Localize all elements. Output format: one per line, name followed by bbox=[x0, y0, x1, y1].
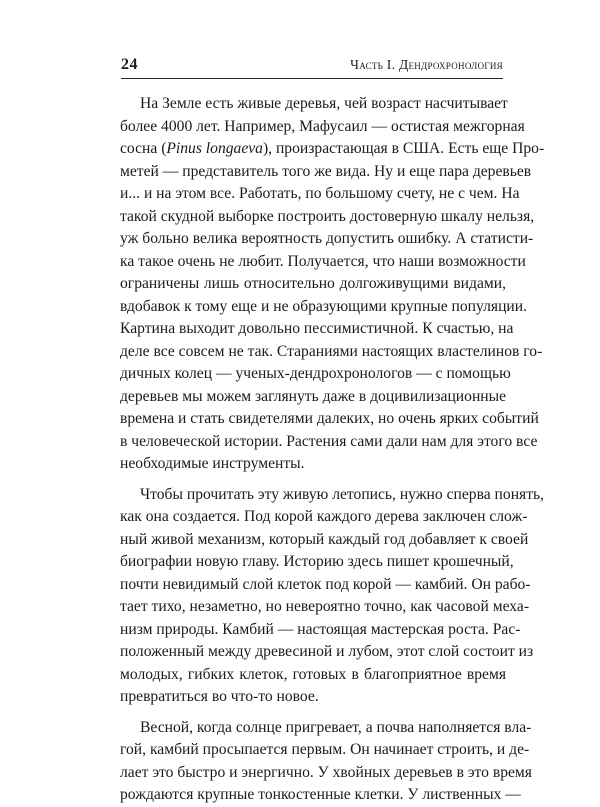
text-segment: лает это быстро и энергично. У хвойных деревьев в это время bbox=[120, 763, 532, 781]
text-segment: необходимые инструменты. bbox=[120, 455, 305, 472]
text-line bbox=[120, 296, 528, 319]
text-segment: низм природы. Камбий — настоящая мастерская роста. Рас- bbox=[120, 620, 521, 638]
text-segment: такой скудной выборке построить достоверную шкалу нельзя, bbox=[120, 207, 535, 225]
text-segment: ка такое очень не любит. Получается, что наши возможности bbox=[120, 252, 526, 270]
text-line bbox=[120, 363, 511, 386]
text-line bbox=[120, 318, 514, 341]
text-line bbox=[120, 784, 521, 807]
text-segment: в человеческой истории. Растения сами дали нам для этого все bbox=[120, 432, 538, 450]
text-segment: На Земле есть живые деревья, чей возраст насчитывает bbox=[140, 95, 508, 112]
text-line bbox=[120, 717, 532, 740]
text-segment: Картина выходит довольно пессимистичной. К счастью, на bbox=[120, 320, 514, 337]
text-segment: более 4000 лет. Например, Мафусаил — остистая межгорная bbox=[120, 117, 525, 135]
text-line bbox=[120, 641, 534, 664]
text-line bbox=[120, 762, 532, 785]
text-line bbox=[120, 739, 530, 762]
text-segment: Весной, когда солнце пригревает, а почва наполняется вла- bbox=[140, 718, 532, 736]
text-segment: как она создается. Под корой каждого дерева заключен слож- bbox=[120, 508, 528, 525]
text-line bbox=[120, 664, 506, 687]
text-segment: ный живой механизм, который каждый год добавляет к своей bbox=[120, 530, 529, 548]
text-segment: молодых, гибких клеток, готовых в благоприятное время bbox=[120, 665, 506, 683]
text-line bbox=[120, 116, 525, 139]
text-segment: метей — представитель того же вида. Ну и еще пара деревьев bbox=[120, 162, 532, 180]
text-segment: вдобавок к тому еще и не образующими крупные популяции. bbox=[120, 297, 528, 315]
text-line bbox=[120, 551, 514, 574]
text-segment: гой, камбий просыпается первым. Он начинает строить, и де- bbox=[120, 741, 530, 758]
text-segment: тает тихо, незаметно, но невероятно точно, как часовой меха- bbox=[120, 598, 530, 615]
paragraph bbox=[120, 484, 545, 709]
text-line bbox=[120, 206, 535, 229]
body-text bbox=[120, 93, 545, 807]
paragraph bbox=[120, 93, 545, 476]
text-line bbox=[120, 506, 528, 529]
text-segment: времена и стать свидетелями далеких, но очень ярких событий bbox=[120, 410, 539, 427]
text-line bbox=[120, 529, 529, 552]
text-segment: Чтобы прочитать эту живую летопись, нужно сперва понять, bbox=[140, 485, 545, 503]
text-line bbox=[120, 161, 532, 184]
text-line bbox=[120, 484, 545, 507]
paragraph bbox=[120, 717, 532, 807]
text-segment: сосна ( bbox=[120, 140, 167, 157]
text-line bbox=[120, 596, 530, 619]
text-segment: ), произрастающая в США. Есть еще Про- bbox=[262, 140, 545, 157]
text-segment: деревьев мы можем заглянуть даже в доцивилизационные bbox=[120, 387, 507, 405]
page-number: 24 bbox=[121, 56, 138, 73]
text-segment: и... и на этом все. Работать, по большому счету, не с чем. На bbox=[120, 185, 520, 202]
text-line bbox=[120, 453, 506, 476]
text-segment: дичных колец — ученых-дендрохронологов — с помощью bbox=[120, 365, 511, 382]
text-segment: биографии новую главу. Историю здесь пишет крошечный, bbox=[120, 553, 514, 570]
text-line bbox=[120, 183, 520, 206]
text-line bbox=[120, 408, 539, 431]
species-name: Pinus longaeva bbox=[166, 140, 263, 157]
text-segment: превратиться во что-то новое. bbox=[120, 688, 319, 705]
text-line bbox=[120, 138, 545, 161]
running-head bbox=[121, 56, 503, 78]
text-line bbox=[120, 228, 534, 251]
text-line bbox=[120, 341, 543, 364]
text-line bbox=[120, 386, 506, 409]
text-segment: ограничены лишь относительно долгоживущими видами, bbox=[120, 275, 506, 292]
text-line bbox=[120, 273, 506, 296]
text-line bbox=[120, 574, 531, 597]
text-segment: рождаются крупные тонкостенные клетки. У лиственных — bbox=[120, 786, 521, 803]
chapter-title: Часть I. Дендрохронология bbox=[350, 57, 503, 72]
text-line bbox=[120, 619, 521, 642]
text-segment: деле все совсем не так. Стараниями настоящих властелинов го- bbox=[120, 342, 543, 360]
text-line bbox=[120, 251, 526, 274]
text-line bbox=[120, 686, 506, 709]
header-rule bbox=[121, 78, 503, 79]
text-segment: положенный между древесиной и лубом, этот слой состоит из bbox=[120, 643, 534, 660]
text-line bbox=[120, 93, 506, 116]
text-line bbox=[120, 431, 538, 454]
text-segment: почти невидимый слой клеток под корой — камбий. Он рабо- bbox=[120, 575, 531, 593]
text-segment: уж больно велика вероятность допустить ошибку. А статисти- bbox=[120, 230, 534, 247]
